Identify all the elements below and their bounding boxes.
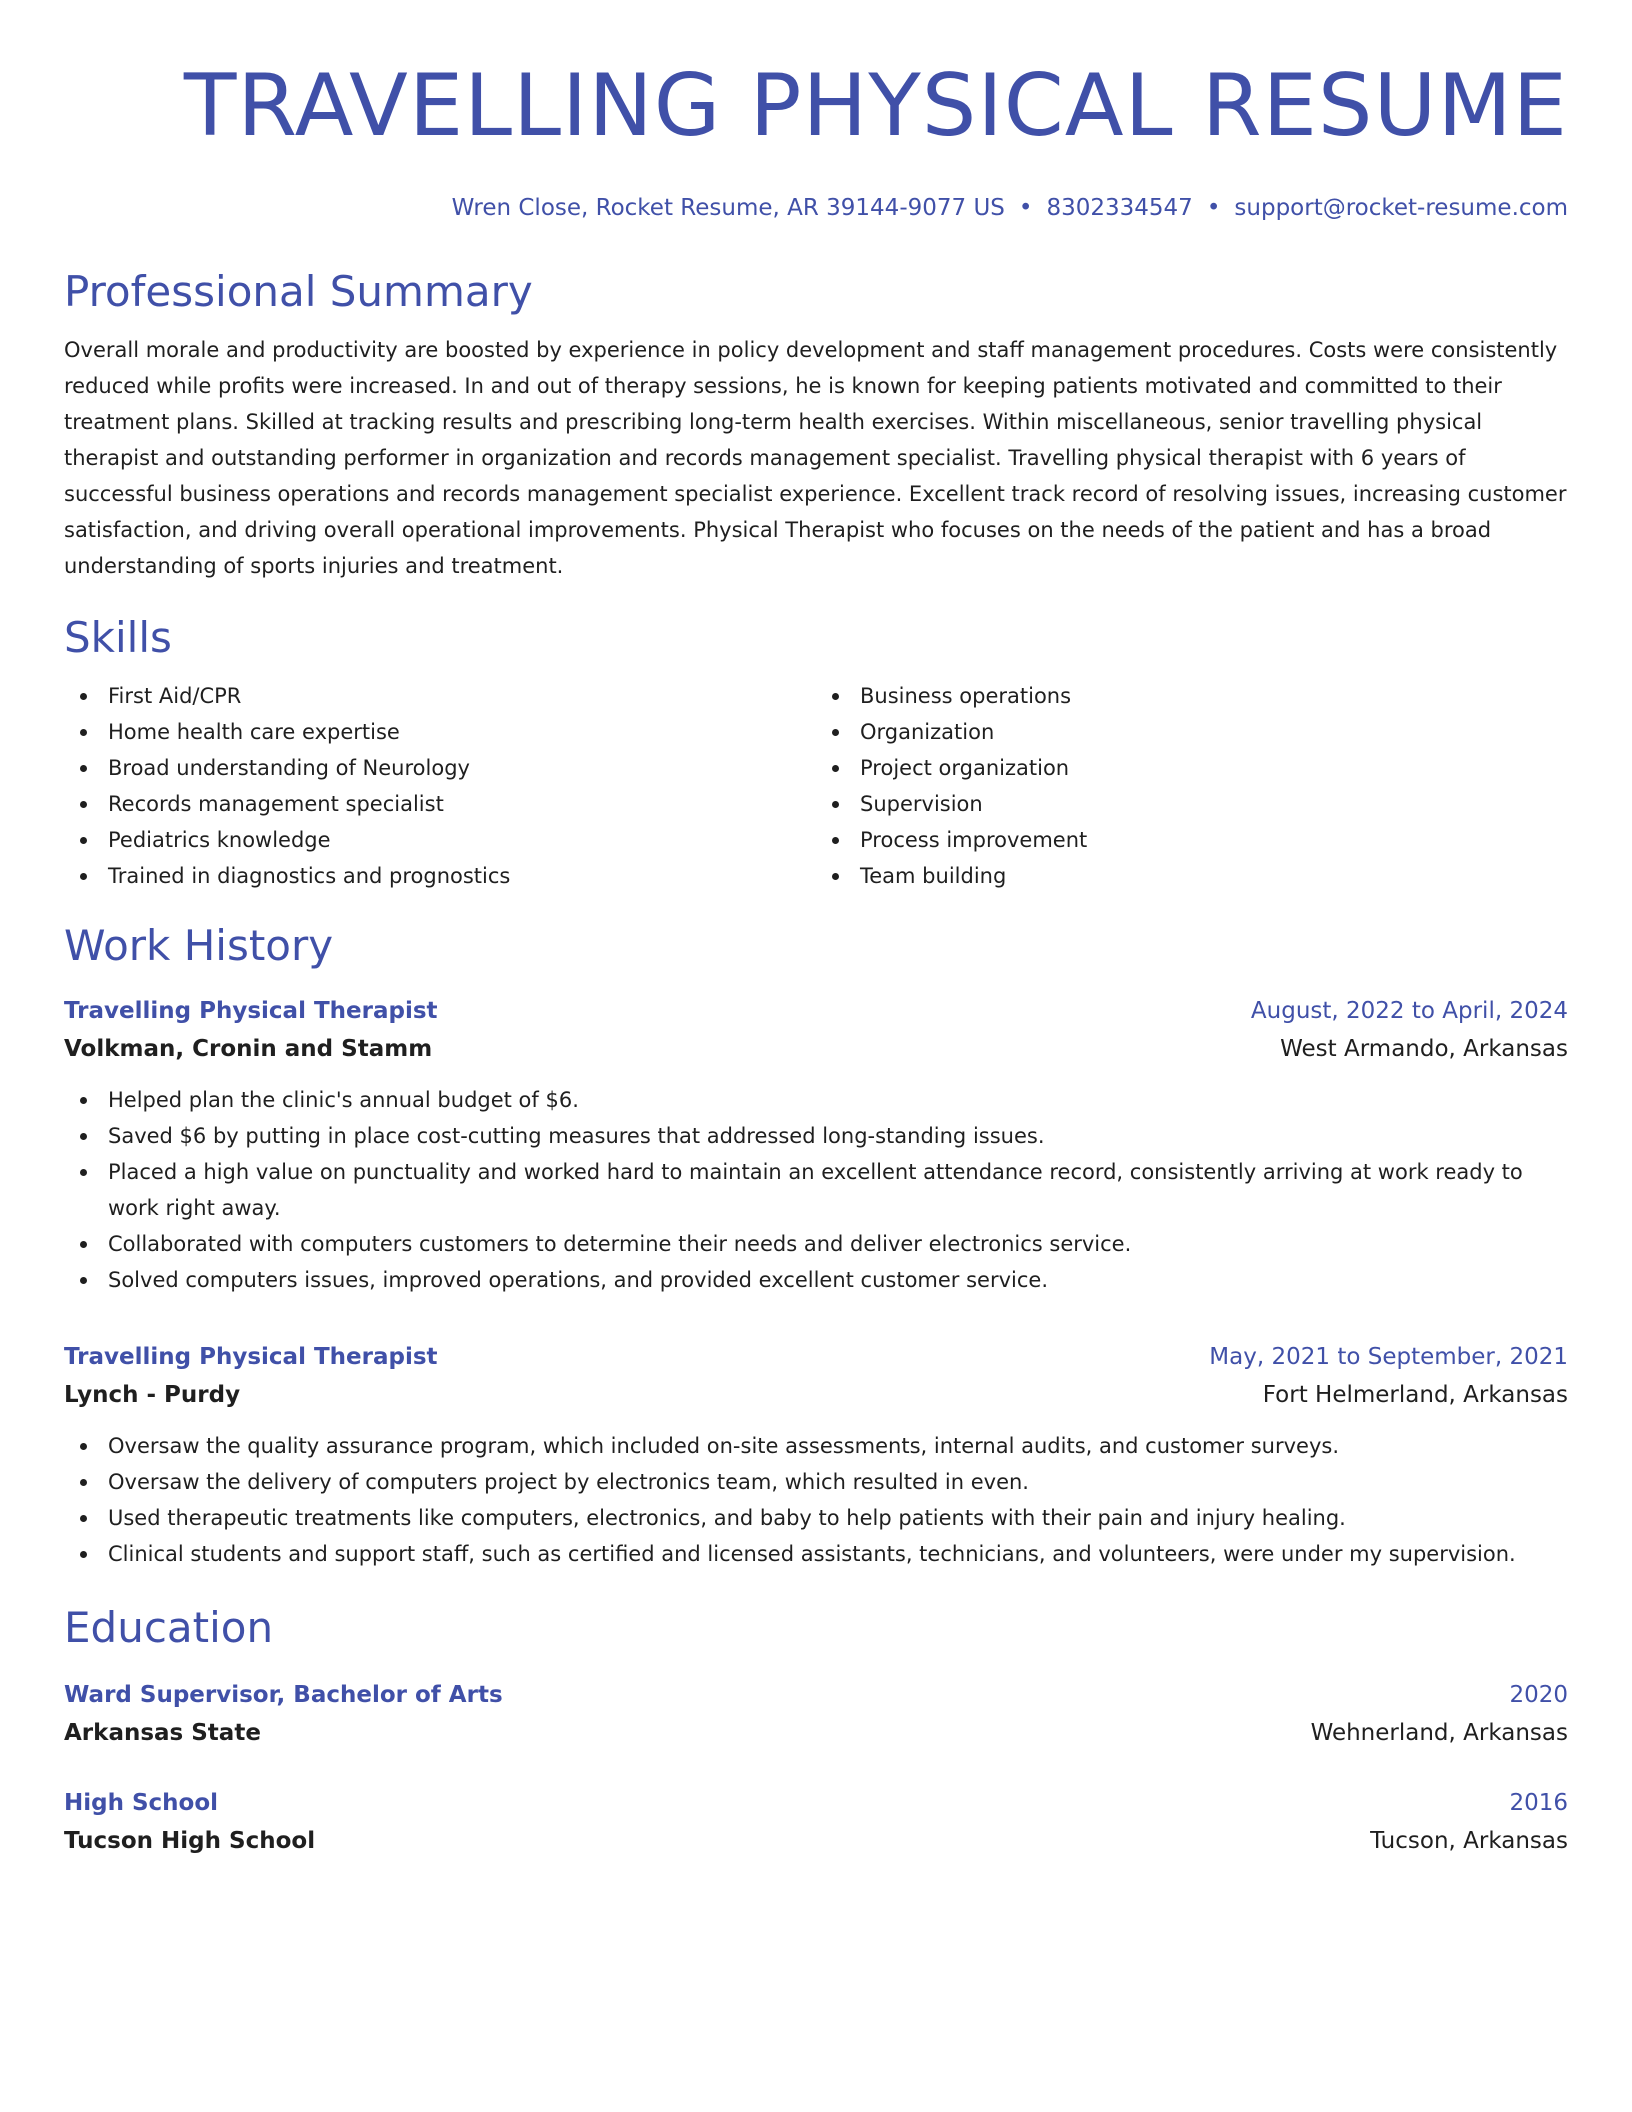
work-history-heading: Work History [64,921,334,970]
job-bullet: Solved computers issues, improved operations, and provided excellent customer service. [64,1262,1568,1298]
job-bullet: Saved $6 by putting in place cost-cutting measures that addressed long-standing issues. [64,1118,1568,1154]
education-degree: High School [64,1790,219,1816]
education-header-row [64,1784,1568,1822]
skills-column-left [64,678,816,894]
education-year: 2016 [1509,1790,1568,1816]
job-location: Fort Helmerland, Arkansas [1262,1382,1568,1408]
education-school: Arkansas State [64,1720,261,1746]
job-location: West Armando, Arkansas [1280,1036,1568,1062]
contact-separator: • [1018,195,1033,221]
skills-heading: Skills [64,613,172,662]
job-title: Travelling Physical Therapist [64,998,438,1024]
job-company-row [64,1030,1568,1068]
job-title: Travelling Physical Therapist [64,1344,438,1370]
contact-email[interactable]: support@rocket-resume.com [1234,195,1568,221]
summary-heading: Professional Summary [64,267,533,316]
contact-address: Wren Close, Rocket Resume, AR 39144-9077 US [451,195,1005,221]
education-entry [64,1784,1568,1860]
skill-item: First Aid/CPR [64,678,816,714]
skill-item: Broad understanding of Neurology [64,750,816,786]
education-location: Tucson, Arkansas [1370,1828,1568,1854]
education-entry [64,1676,1568,1752]
skills-grid [64,678,1568,894]
summary-text: Overall morale and productivity are boosted by experience in policy development and staff management procedures. Costs were consistently reduced while profits were increased. In and out of therapy sessions, he is known for keeping patients motivated and committed to their treatment plans. Skilled at tracking results and prescribing long-term health exercises. Within miscellaneous, senior travelling physical therapist and outstanding performer in organization and records management specialist. Travelling physical therapist with 6 years of successful business operations and records management specialist experience. Excellent track record of resolving issues, increasing customer satisfaction, and driving overall operational improvements. Physical Therapist who focuses on the needs of the patient and has a broad understanding of sports injuries and treatment. [64,338,1567,578]
job-bullet: Clinical students and support staff, such as certified and licensed assistants, technicians, and volunteers, were under my supervision. [64,1536,1568,1572]
skill-item: Project organization [816,750,1568,786]
job-dates: August, 2022 to April, 2024 [1250,998,1568,1024]
job-company: Lynch - Purdy [64,1382,241,1408]
skill-item: Business operations [816,678,1568,714]
skill-item: Supervision [816,786,1568,822]
job-header-row [64,992,1568,1030]
skill-item: Team building [816,858,1568,894]
job-bullet: Oversaw the quality assurance program, which included on-site assessments, internal audits, and customer surveys. [64,1428,1568,1464]
skills-column-right [816,678,1568,894]
education-location: Wehnerland, Arkansas [1310,1720,1568,1746]
education-school-row [64,1714,1568,1752]
resume-title: TRAVELLING PHYSICAL RESUME [183,56,1568,156]
contact-separator: • [1206,195,1221,221]
skill-item: Process improvement [816,822,1568,858]
job-entry [64,992,1568,1298]
job-company-row [64,1376,1568,1414]
job-bullets [64,1082,1568,1298]
job-dates: May, 2021 to September, 2021 [1209,1344,1568,1370]
contact-phone[interactable]: 8302334547 [1046,195,1193,221]
education-school-row [64,1822,1568,1860]
education-heading: Education [64,1603,274,1652]
education-school: Tucson High School [64,1828,316,1854]
skill-item: Organization [816,714,1568,750]
education-header-row [64,1676,1568,1714]
contact-line [64,192,1568,224]
job-bullet: Helped plan the clinic's annual budget of $6. [64,1082,1568,1118]
skill-item: Records management specialist [64,786,816,822]
job-header-row [64,1338,1568,1376]
skill-item: Trained in diagnostics and prognostics [64,858,816,894]
job-entry [64,1338,1568,1572]
job-bullet: Oversaw the delivery of computers project by electronics team, which resulted in even. [64,1464,1568,1500]
job-bullet: Collaborated with computers customers to determine their needs and deliver electronics service. [64,1226,1568,1262]
job-bullets [64,1428,1568,1572]
education-year: 2020 [1509,1682,1568,1708]
education-degree: Ward Supervisor, Bachelor of Arts [64,1682,503,1708]
skill-item: Pediatrics knowledge [64,822,816,858]
skill-item: Home health care expertise [64,714,816,750]
job-company: Volkman, Cronin and Stamm [64,1036,433,1062]
job-bullet: Used therapeutic treatments like computers, electronics, and baby to help patients with their pain and injury healing. [64,1500,1568,1536]
job-bullet: Placed a high value on punctuality and worked hard to maintain an excellent attendance record, consistently arriving at work ready to work right away. [64,1154,1568,1226]
